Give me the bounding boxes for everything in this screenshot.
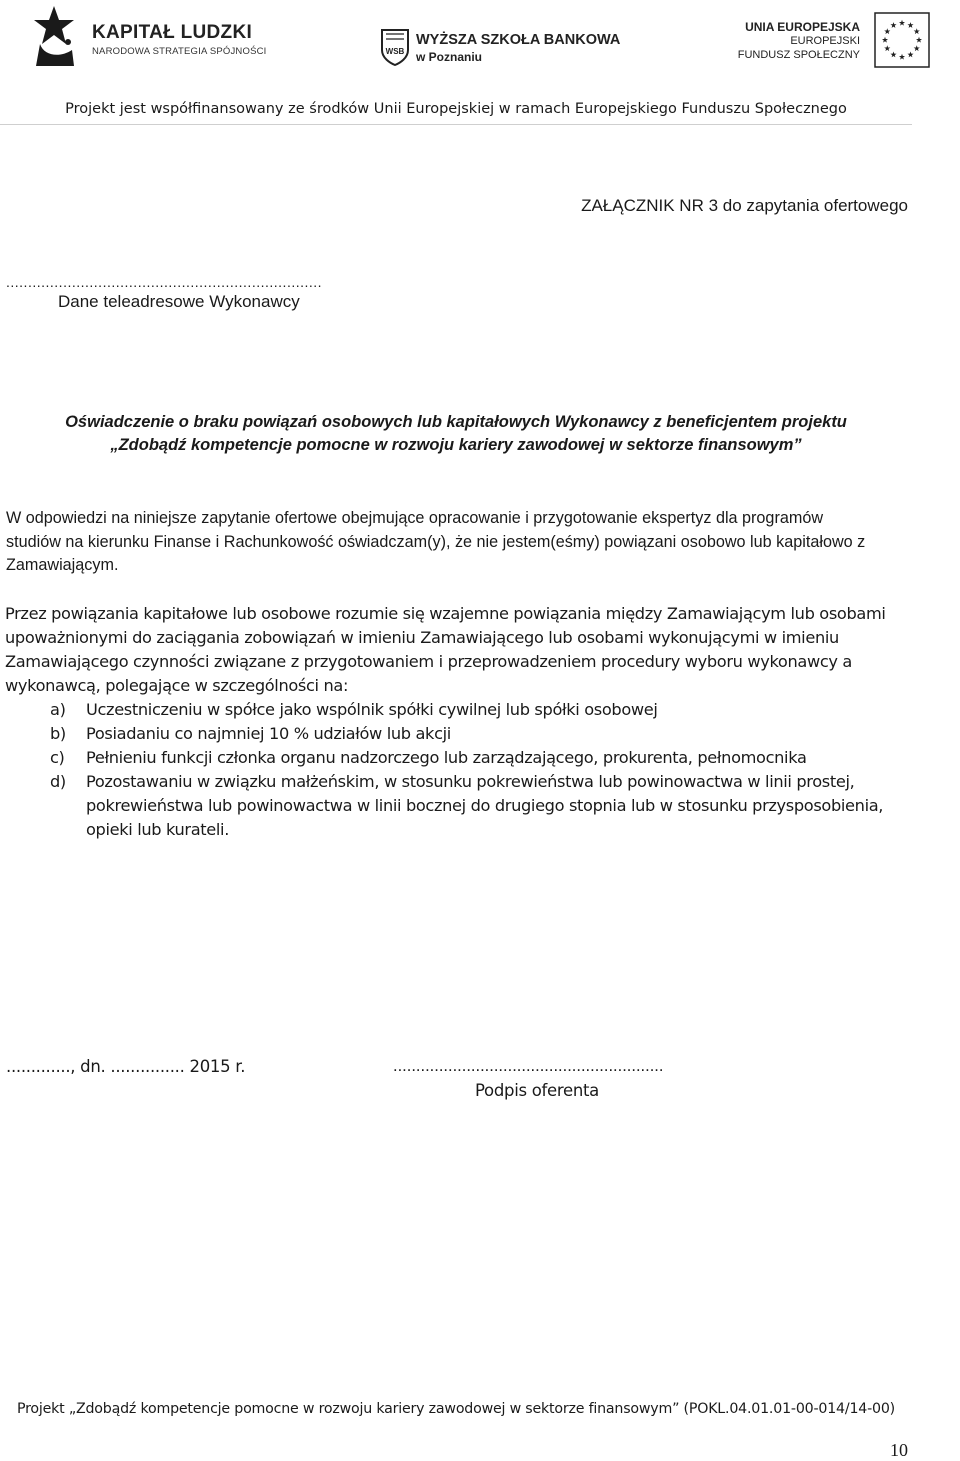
- header-cofinancing-caption: Projekt jest współfinansowany ze środków Unii Europejskiej w ramach Europejskiego Funduszu Społecznego: [65, 101, 847, 117]
- place-date-line: ............., dn. ............... 2015 r.: [6, 1057, 246, 1076]
- paragraph-statement: W odpowiedzi na niniejsze zapytanie ofertowe obejmujące opracowanie i przygotowanie ekspertyz dla programów studiów na kierunku Finanse i Rachunkowość oświadczam(y), że nie jestem(eśmy) powiązani osobowo lub kapitałowo z Zamawiającym.: [6, 509, 866, 574]
- page-number: 10: [890, 1440, 908, 1460]
- wsb-shield-icon: [380, 28, 410, 66]
- list-item-text: Posiadaniu co najmniej 10 % udziałów lub akcji: [86, 724, 451, 743]
- list-item: [50, 698, 920, 722]
- declaration-title-line-1: Oświadczenie o braku powiązań osobowych lub kapitałowych Wykonawcy z beneficjentem projektu: [65, 413, 847, 431]
- declaration-title: [0, 411, 912, 457]
- wsb-title: WYŻSZA SZKOŁA BANKOWA: [416, 32, 621, 48]
- eu-line-2: EUROPEJSKI: [790, 35, 860, 47]
- eu-line-3: FUNDUSZ SPOŁECZNY: [737, 49, 860, 61]
- list-marker: a): [50, 700, 66, 719]
- list-item: [50, 722, 920, 746]
- list-marker: d): [50, 772, 66, 791]
- declaration-title-line-2: „Zdobądź kompetencje pomocne w rozwoju kariery zawodowej w sektorze finansowym”: [110, 436, 802, 454]
- kapital-ludzki-title: KAPITAŁ LUDZKI: [92, 22, 253, 43]
- footer-project-text: Projekt „Zdobądź kompetencje pomocne w rozwoju kariery zawodowej w sektorze finansowym” (POKL.04.01.01-00-014/14-00): [16, 1401, 896, 1417]
- list-marker: c): [50, 748, 65, 767]
- eu-line-1: UNIA EUROPEJSKA: [745, 20, 860, 34]
- paragraph-definition: Przez powiązania kapitałowe lub osobowe rozumie się wzajemne powiązania między Zamawiającym lub osobami upoważnionymi do zaciągania zobowiązań w imieniu Zamawiającego lub osobami wykonującymi w imieniu Zamawiającego czynności związane z przygotowaniem i przeprowadzeniem procedury wyboru wykonawcy a wykonawcą, polegające w szczególności na:: [5, 604, 886, 695]
- relations-list: [50, 698, 920, 842]
- kapital-ludzki-logo: [30, 4, 267, 72]
- list-item-text: Pozostawaniu w związku małżeńskim, w stosunku pokrewieństwa lub powinowactwa w linii prostej, pokrewieństwa lub powinowactwa w linii bocznej do drugiego stopnia lub w stosunku przysposobienia, opieki lub kurateli.: [86, 772, 884, 839]
- list-item: [50, 746, 920, 770]
- list-item: [50, 770, 920, 842]
- contractor-label: Dane teleadresowe Wykonawcy: [58, 292, 300, 311]
- signature-dots: ...........................................................: [393, 1057, 664, 1075]
- eu-logo-text: [738, 20, 860, 62]
- wsb-subtitle: w Poznaniu: [416, 50, 482, 64]
- eu-logo: [737, 12, 930, 72]
- list-marker: b): [50, 724, 66, 743]
- wsb-badge-text: WSB: [385, 47, 405, 56]
- list-item-text: Pełnieniu funkcji członka organu nadzorczego lub zarządzającego, prokurenta, pełnomocnika: [86, 748, 807, 767]
- kapital-ludzki-emblem-icon: [30, 4, 80, 70]
- list-item-text: Uczestniczeniu w spółce jako wspólnik spółki cywilnej lub spółki osobowej: [86, 700, 658, 719]
- annex-label: ZAŁĄCZNIK NR 3 do zapytania ofertowego: [581, 196, 908, 215]
- kapital-ludzki-subtitle: NARODOWA STRATEGIA SPÓJNOŚCI: [92, 46, 267, 57]
- wsb-logo: [380, 26, 620, 70]
- contractor-dots: ........................................................................: [6, 274, 323, 290]
- eu-flag-icon: [874, 12, 930, 68]
- signature-label: Podpis oferenta: [475, 1081, 599, 1100]
- header-divider: [0, 124, 912, 125]
